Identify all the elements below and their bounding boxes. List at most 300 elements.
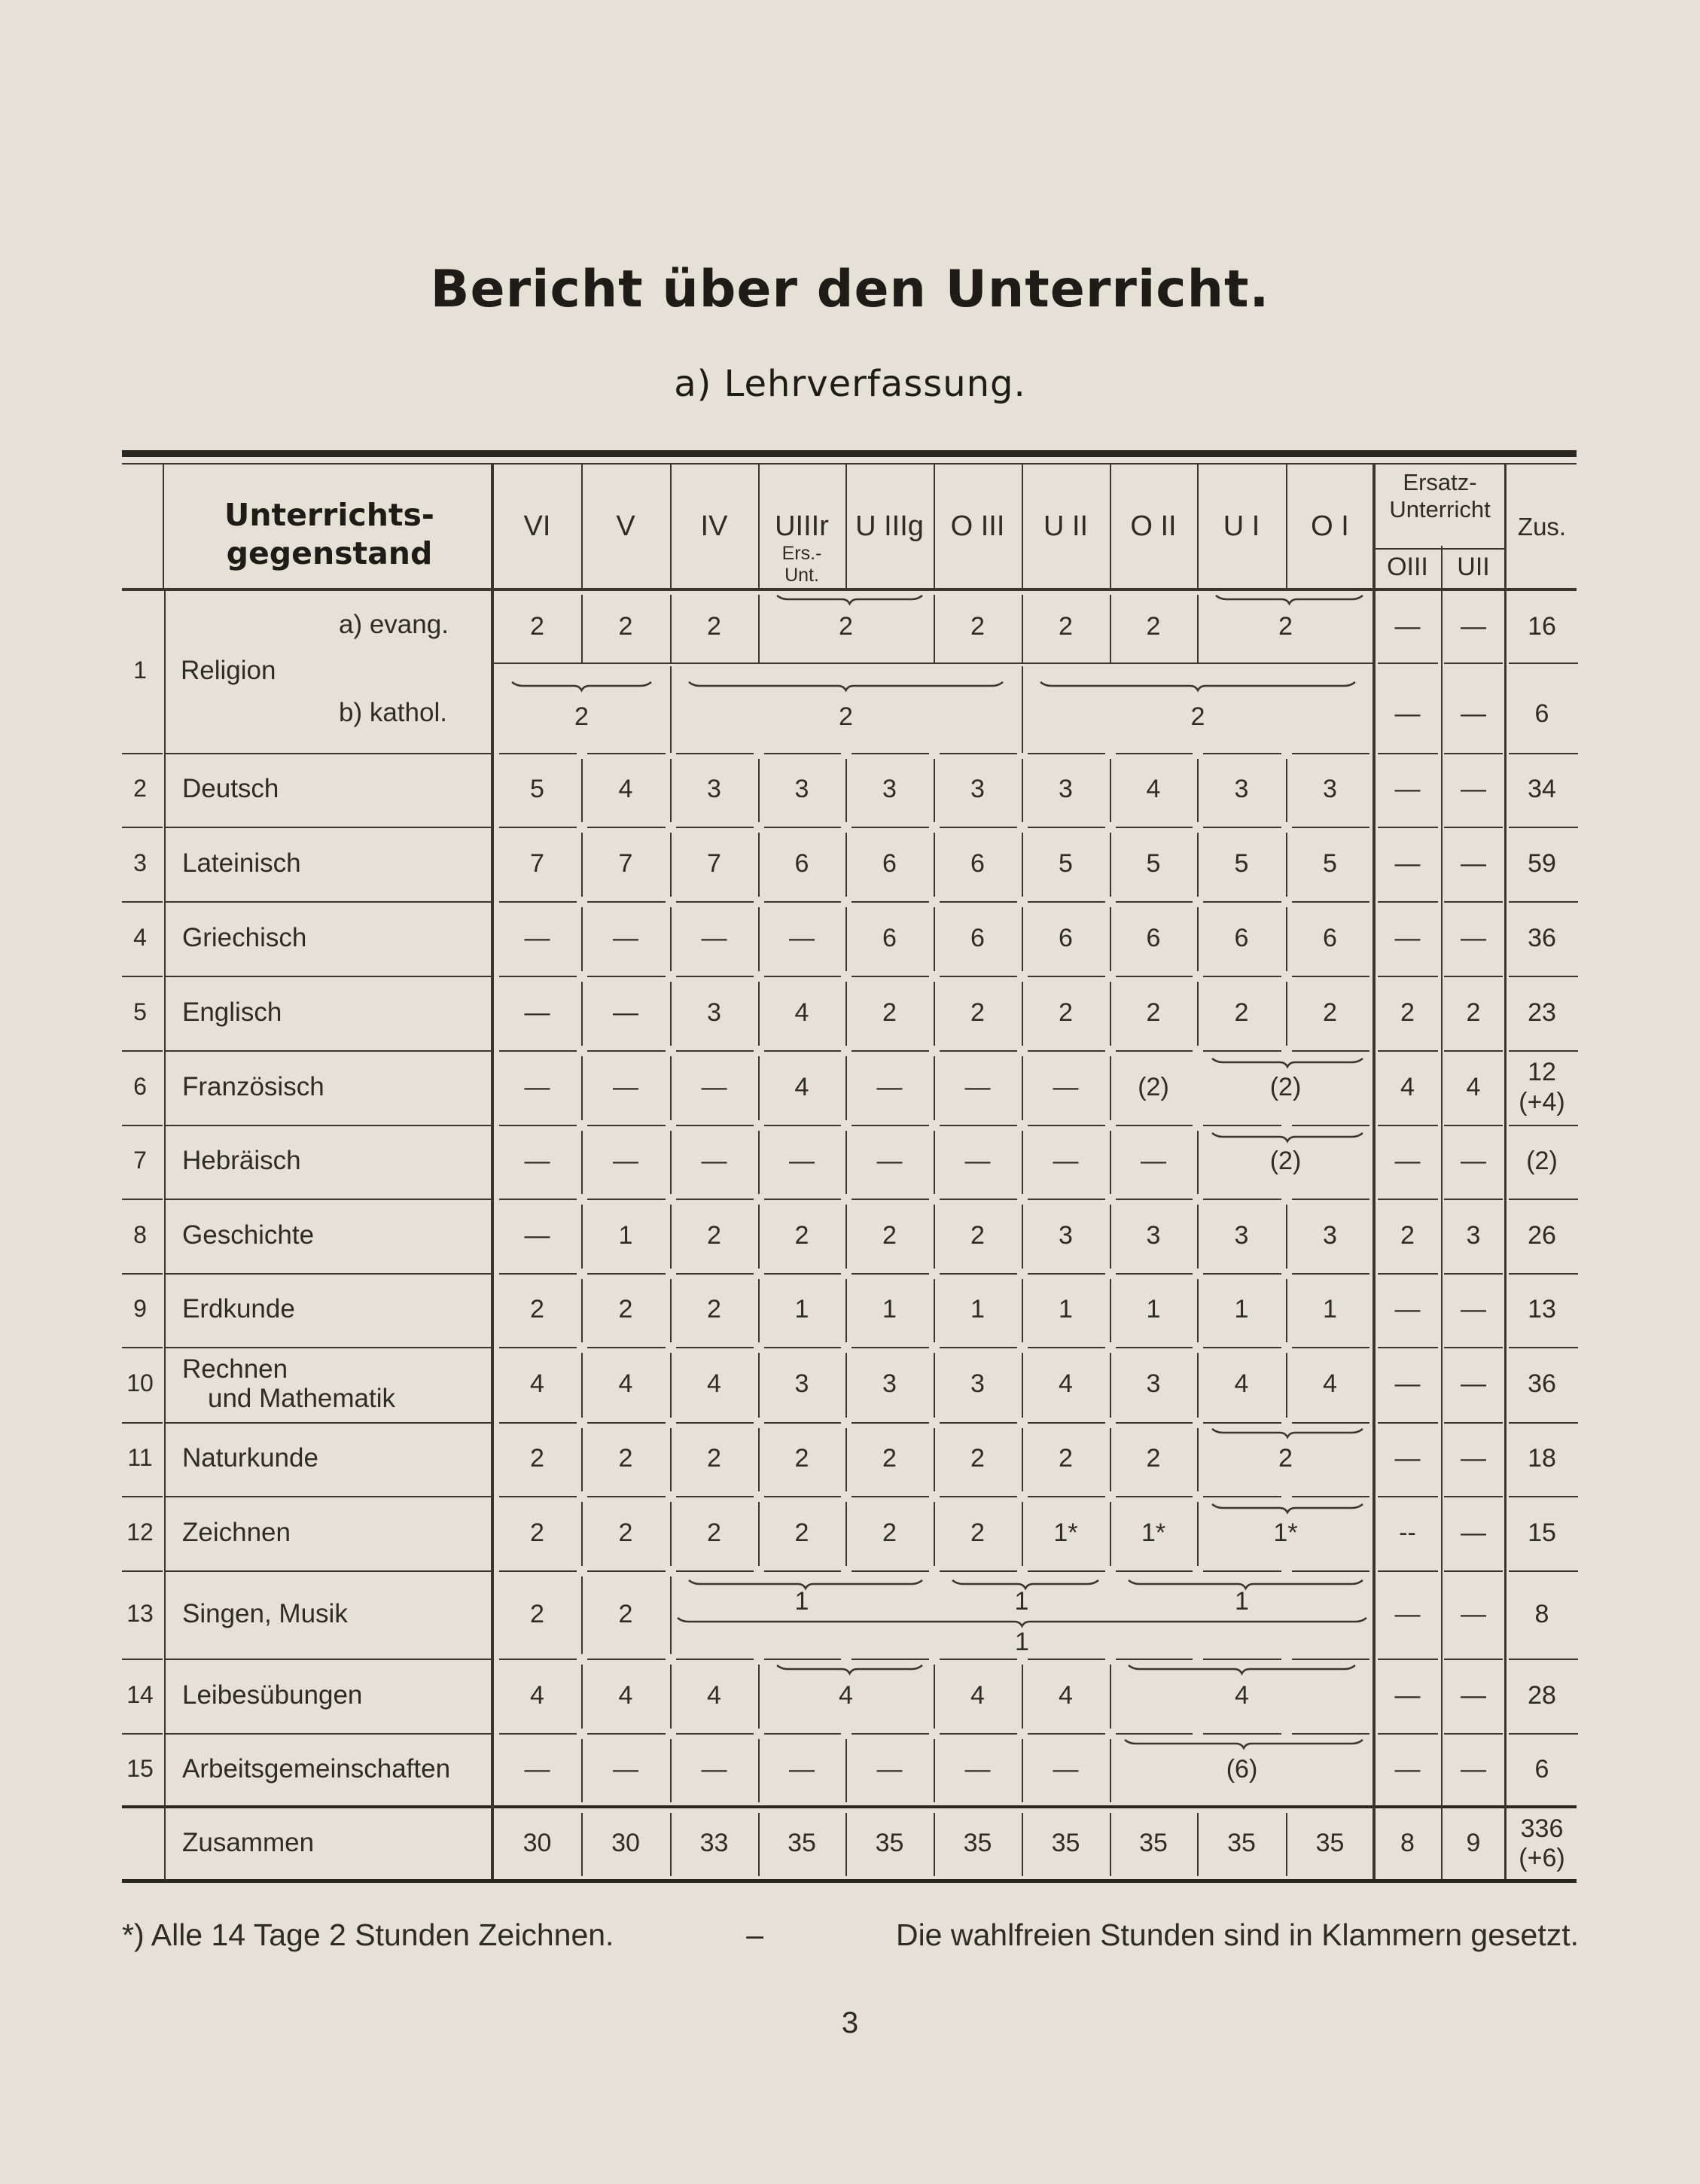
table-cell: 6	[882, 923, 897, 952]
summary-cell: 35	[875, 1829, 904, 1858]
table-cell: 3	[970, 775, 985, 804]
table-cell: —	[1053, 1147, 1079, 1176]
row-divider	[1292, 1570, 1369, 1572]
religion-evang-cell: 2	[1146, 611, 1161, 641]
table-cell: 2	[970, 1518, 985, 1547]
table-cell: 5	[1323, 848, 1337, 878]
table-cell: 2	[882, 1444, 897, 1473]
row-divider	[122, 1199, 163, 1200]
ersatz-cell: —	[1394, 923, 1421, 952]
cell-vline	[934, 1279, 935, 1342]
table-cell: —	[524, 923, 550, 952]
table-cell: —	[524, 1072, 550, 1101]
table-cell: —	[613, 1147, 638, 1176]
table-cell: 2	[1146, 1444, 1161, 1473]
row-divider	[166, 901, 491, 903]
cell-vline	[1286, 1279, 1287, 1342]
religion-kathol-brace	[689, 681, 1003, 692]
summary-cell: 35	[1139, 1829, 1168, 1858]
religion-evang-cell: 2	[618, 611, 633, 641]
row-number: 1	[133, 656, 147, 684]
cell-vline	[845, 982, 847, 1046]
row-number: 12	[126, 1518, 154, 1546]
total-cell: 18	[1528, 1444, 1556, 1473]
row-divider	[122, 1570, 163, 1572]
row-divider	[166, 1273, 491, 1275]
row-divider	[764, 1570, 841, 1572]
table-cell: 3	[1323, 775, 1337, 804]
cell-vline	[934, 1205, 935, 1269]
row-label-arbeitsgemeinschaften: Arbeitsgemeinschaften	[182, 1754, 451, 1783]
ersatz-cell: —	[1394, 699, 1421, 728]
page-subtitle: a) Lehrverfassung.	[674, 363, 1026, 405]
class-header-uiiig: U IIIg	[855, 510, 924, 543]
cell-vline	[758, 1813, 760, 1876]
cell-vline	[758, 1428, 760, 1491]
row-number: 7	[133, 1147, 147, 1174]
row-divider	[166, 1733, 491, 1735]
cell-vline	[845, 1131, 847, 1194]
table-cell: 4	[839, 1680, 853, 1710]
cell-vline	[1197, 1279, 1199, 1342]
table-cell: —	[701, 923, 727, 952]
row-divider	[166, 976, 491, 977]
table-cell: 1	[1059, 1295, 1073, 1324]
ersatz-cell: —	[1461, 699, 1486, 728]
ersatz-cell: —	[1461, 1755, 1486, 1784]
summary-cell: 35	[1315, 1829, 1345, 1858]
ersatz-header-line1: Ersatz-	[1403, 469, 1477, 496]
table-cell: 6	[970, 923, 985, 952]
row-divider	[166, 1199, 491, 1200]
row-label-singen-musik: Singen, Musik	[182, 1598, 348, 1628]
table-cell: 2	[707, 1295, 721, 1324]
class-header-uii: U II	[1043, 510, 1089, 543]
ersatz-cell: —	[1461, 611, 1486, 641]
cell-vline	[934, 1353, 935, 1418]
cell-vline	[1197, 982, 1199, 1046]
cell-vline	[934, 907, 935, 971]
table-cell: 2	[618, 1444, 633, 1473]
row-divider	[166, 1422, 491, 1424]
ersatz-uii-header: UII	[1457, 552, 1490, 581]
row-divider	[166, 1496, 491, 1497]
header-bottom-rule	[122, 588, 1577, 591]
singen-combined-cell: 1	[1015, 1627, 1029, 1656]
table-cell: 4	[1059, 1680, 1073, 1710]
table-cell: 2	[970, 998, 985, 1027]
row-number: 10	[126, 1369, 154, 1397]
table-cell: —	[613, 923, 638, 952]
row-divider	[122, 827, 163, 828]
table-cell: —	[613, 998, 638, 1027]
summary-cell: 30	[522, 1829, 552, 1858]
merged-brace	[1212, 1058, 1363, 1068]
cell-vline	[1022, 1056, 1023, 1120]
cell-vline	[581, 759, 583, 822]
row-divider	[1378, 663, 1438, 664]
ersatz-cell: —	[1394, 1444, 1421, 1473]
table-cell: 1	[794, 1295, 809, 1324]
table-cell: 5	[1146, 848, 1161, 878]
cell-vline	[758, 1131, 760, 1194]
row-label-franzoesisch: Französisch	[182, 1071, 324, 1101]
ersatz-oiii-header: OIII	[1387, 552, 1428, 581]
table-cell: 1*	[1141, 1518, 1166, 1547]
cell-vline	[845, 1739, 847, 1802]
class-header-oiii: O III	[950, 510, 1005, 543]
cell-vline	[670, 1279, 672, 1342]
cell-vline	[581, 982, 583, 1046]
table-cell: 2	[530, 1599, 544, 1628]
row-divider	[166, 1570, 491, 1572]
cell-vline	[1197, 1353, 1199, 1418]
table-cell: —	[524, 1220, 550, 1250]
ersatz-cell: 2	[1400, 998, 1415, 1027]
table-bottom-rule	[122, 1879, 1577, 1883]
total-cell: 36	[1528, 1369, 1556, 1399]
table-cell: 6	[1059, 923, 1073, 952]
ersatz-cell: 4	[1466, 1072, 1481, 1101]
table-cell: 2	[1059, 1444, 1073, 1473]
table-cell: 2	[882, 1220, 897, 1250]
table-cell: 1	[1146, 1295, 1161, 1324]
total-cell: 6	[1534, 699, 1549, 728]
merged-cell: 2	[1278, 1444, 1293, 1473]
table-cell: 4	[530, 1680, 544, 1710]
cell-vline	[1022, 1739, 1023, 1802]
table-cell: 3	[794, 1369, 809, 1399]
merged-brace	[1212, 1132, 1363, 1143]
table-cell: 3	[970, 1369, 985, 1399]
table-cell: —	[789, 1755, 815, 1784]
total-cell: 59	[1528, 848, 1556, 878]
cell-vline	[1110, 1056, 1111, 1120]
cell-vline	[1286, 1205, 1287, 1269]
cell-vline	[581, 1428, 583, 1491]
ersatz-cell: —	[1461, 1295, 1486, 1324]
row-number: 8	[133, 1220, 147, 1248]
ersatz-cell: —	[1461, 775, 1486, 804]
table-cell: —	[876, 1147, 903, 1176]
total-cell: (2)	[1526, 1147, 1558, 1176]
total-cell	[1506, 1050, 1578, 1125]
table-cell: 2	[707, 1518, 721, 1547]
cell-vline	[845, 1353, 847, 1418]
cell-vline	[1022, 1353, 1023, 1418]
cell-vline	[758, 1279, 760, 1342]
table-cell: 4	[1234, 1369, 1249, 1399]
cell-vline	[670, 1739, 672, 1802]
cell-vline	[670, 1056, 672, 1120]
row-divider	[122, 1422, 163, 1424]
summary-total-cell-line1: 336	[1520, 1814, 1564, 1843]
row-label-deutsch: Deutsch	[182, 774, 279, 803]
leibes-brace	[1129, 1665, 1355, 1675]
cell-vline	[1110, 907, 1111, 971]
table-cell: 4	[794, 1072, 809, 1101]
row-number: 6	[133, 1072, 147, 1100]
cell-vline	[758, 759, 760, 822]
table-cell: 6	[970, 848, 985, 878]
summary-cell: 35	[1051, 1829, 1080, 1858]
table-cell: 2	[794, 1220, 809, 1250]
cell-vline	[1110, 1813, 1111, 1876]
row-divider	[166, 827, 491, 828]
table-cell: 2	[882, 1518, 897, 1547]
row-divider	[1028, 1570, 1105, 1572]
cell-vline	[1286, 1353, 1287, 1418]
cell-vline	[581, 1576, 583, 1654]
table-cell: 2	[618, 1295, 633, 1324]
header-top-rule	[122, 463, 1577, 465]
religion-evang-cell: 2	[1278, 611, 1293, 641]
merged-brace	[1125, 1739, 1363, 1750]
table-cell: —	[701, 1147, 727, 1176]
table-cell: —	[964, 1147, 991, 1176]
cell-vline	[1197, 1205, 1199, 1269]
merged-brace	[1212, 1503, 1363, 1514]
cell-vline	[670, 1353, 672, 1418]
cell-vline	[670, 833, 672, 897]
row-divider	[122, 976, 163, 977]
row-label-hebraeisch: Hebräisch	[182, 1146, 301, 1175]
cell-vline	[1110, 833, 1111, 897]
table-cell: 2	[1146, 998, 1161, 1027]
table-cell: —	[701, 1755, 727, 1784]
label-vline	[164, 589, 166, 1881]
cell-vline	[1197, 759, 1199, 822]
row-label-zeichnen: Zeichnen	[182, 1517, 291, 1547]
row-divider	[122, 1347, 163, 1348]
total-cell: 13	[1528, 1295, 1556, 1324]
row-number: 13	[126, 1599, 154, 1627]
table-cell: 5	[1234, 848, 1249, 878]
cell-vline	[758, 1056, 760, 1120]
summary-total-cell	[1506, 1808, 1578, 1879]
ersatz-cell: —	[1394, 1755, 1421, 1784]
religion-evang-cell: 2	[970, 611, 985, 641]
table-cell: 7	[707, 848, 721, 878]
cell-vline	[758, 833, 760, 897]
summary-total-cell-line2: (+6)	[1519, 1844, 1565, 1872]
table-cell: 2	[1234, 998, 1249, 1027]
table-cell: 4	[1146, 775, 1161, 804]
ersatz-cell: --	[1399, 1518, 1416, 1547]
ersatz-header-line2: Unterricht	[1389, 496, 1491, 522]
table-cell: 3	[1146, 1220, 1161, 1250]
class-header-v: V	[616, 510, 635, 543]
religion-kathol-cell: 2	[839, 702, 853, 731]
leibes-brace	[777, 1665, 922, 1675]
table-cell: 6	[1146, 923, 1161, 952]
total-cell: 15	[1528, 1518, 1556, 1547]
row-divider	[122, 1496, 163, 1497]
religion-evang-cell: 2	[1059, 611, 1073, 641]
row-divider	[166, 1050, 491, 1052]
row-label-leibesuebungen: Leibesübungen	[182, 1680, 363, 1710]
cell-vline	[1286, 759, 1287, 822]
row-divider	[122, 1733, 163, 1735]
cell-vline	[1197, 833, 1199, 897]
row-number: 2	[133, 775, 147, 802]
cell-vline	[1022, 833, 1023, 897]
cell-vline	[1110, 1353, 1111, 1418]
header-vline	[163, 463, 164, 589]
cell-vline	[1110, 1428, 1111, 1491]
table-cell: 2	[970, 1220, 985, 1250]
ersatz-cell: —	[1394, 848, 1421, 878]
cell-vline	[1286, 982, 1287, 1046]
cell-vline	[1110, 982, 1111, 1046]
ersatz-cell: 3	[1466, 1220, 1481, 1250]
total-cell-line1: 12	[1528, 1058, 1556, 1087]
cell-vline	[758, 1502, 760, 1566]
table-cell: 5	[530, 775, 544, 804]
table-cell: —	[1053, 1755, 1079, 1784]
cell-vline	[934, 982, 935, 1046]
summary-cell: 35	[788, 1829, 816, 1858]
row-label-lateinisch: Lateinisch	[182, 848, 301, 878]
table-cell: —	[613, 1755, 638, 1784]
row-divider	[166, 1125, 491, 1126]
ersatz-cell: 2	[1466, 998, 1481, 1027]
summary-ersatz-cell: 9	[1466, 1829, 1481, 1858]
cell-vline	[581, 1502, 583, 1566]
cell-vline	[845, 907, 847, 971]
cell-vline	[581, 1813, 583, 1876]
cell-vline	[934, 1813, 935, 1876]
table-cell: 2	[618, 1599, 633, 1628]
summary-cell: 33	[699, 1829, 729, 1858]
ersatz-cell: —	[1461, 1680, 1486, 1710]
table-cell: —	[964, 1755, 991, 1784]
cell-vline	[758, 1739, 760, 1802]
cell-vline	[845, 1428, 847, 1491]
total-cell: 36	[1528, 923, 1556, 952]
cell-vline	[934, 1131, 935, 1194]
table-cell: 1	[970, 1295, 985, 1324]
table-cell: 2	[530, 1518, 544, 1547]
summary-label: Zusammen	[182, 1828, 315, 1857]
table-cell: 2	[530, 1295, 544, 1324]
page-title: Bericht über den Unterricht.	[430, 260, 1270, 319]
table-cell: 3	[1059, 1220, 1073, 1250]
row-divider	[122, 901, 163, 903]
cell-vline	[845, 1279, 847, 1342]
singen-group-cell: 1	[1235, 1587, 1249, 1616]
subject-column-header	[166, 478, 493, 591]
table-cell: —	[876, 1755, 903, 1784]
row-label-englisch: Englisch	[182, 997, 282, 1027]
cell-vline	[934, 1502, 935, 1566]
cell-vline	[1022, 759, 1023, 822]
class-header-uiiir: UIIIr	[775, 510, 829, 543]
table-cell: (2)	[1138, 1072, 1169, 1101]
table-cell: —	[1053, 1072, 1079, 1101]
table-cell: 2	[707, 1220, 721, 1250]
religion-sub-a: a) evang.	[339, 610, 449, 639]
table-cell: 2	[530, 1444, 544, 1473]
ersatz-cell: —	[1394, 1680, 1421, 1710]
table-cell: 4	[970, 1680, 985, 1710]
table-cell: 1	[1323, 1295, 1337, 1324]
table-cell: 1*	[1053, 1518, 1078, 1547]
row-label-geschichte: Geschichte	[182, 1220, 315, 1250]
row-number: 11	[127, 1444, 153, 1471]
religion-sub-b: b) kathol.	[339, 698, 447, 727]
row-divider	[122, 1659, 163, 1660]
table-cell: 2	[707, 1444, 721, 1473]
table-cell: 6	[1323, 923, 1337, 952]
table-cell: 4	[530, 1369, 544, 1399]
ersatz-cell: 2	[1400, 1220, 1415, 1250]
religion-evang-cell: 2	[530, 611, 544, 641]
uiiir-note-line1: Ers.-	[781, 543, 822, 565]
table-cell: 6	[1234, 923, 1249, 952]
total-cell: 6	[1534, 1755, 1549, 1784]
table-cell: 6	[882, 848, 897, 878]
cell-vline	[670, 1205, 672, 1269]
cell-vline	[758, 1205, 760, 1269]
total-cell-line2: (+4)	[1519, 1087, 1565, 1116]
class-header-oi: O I	[1311, 510, 1349, 543]
table-cell: 2	[794, 1444, 809, 1473]
cell-vline	[1197, 907, 1199, 971]
row-divider	[166, 753, 491, 754]
class-header-ui: U I	[1223, 510, 1260, 543]
table-cell: —	[789, 1147, 815, 1176]
cell-vline	[934, 833, 935, 897]
row-label-rechnen	[182, 1354, 395, 1413]
table-cell: 4	[618, 1369, 633, 1399]
religion-evang-brace	[1216, 595, 1363, 605]
summary-cell: 30	[611, 1829, 640, 1858]
table-cell: 1	[882, 1295, 897, 1324]
cell-vline	[934, 1739, 935, 1802]
ersatz-cell: —	[1461, 1599, 1486, 1628]
cell-vline	[1022, 1502, 1023, 1566]
religion-evang-cell: 2	[839, 611, 853, 641]
cell-vline	[758, 982, 760, 1046]
row-label-line1: Rechnen	[182, 1354, 288, 1384]
footnote-right: Die wahlfreien Stunden sind in Klammern gesetzt.	[895, 1917, 1579, 1952]
religion-mid-rule	[494, 663, 1372, 664]
cell-vline	[1286, 1813, 1287, 1876]
cell-vline	[1022, 1279, 1023, 1342]
total-header: Zus.	[1517, 513, 1567, 541]
table-cell: —	[524, 1755, 550, 1784]
row-divider	[122, 1273, 163, 1275]
cell-vline	[1022, 1813, 1023, 1876]
table-cell: 3	[707, 998, 721, 1027]
table-cell: 4	[707, 1680, 721, 1710]
table-top-rule	[122, 450, 1577, 457]
table-cell: 2	[882, 998, 897, 1027]
merged-cell: 1*	[1273, 1518, 1298, 1547]
ersatz-cell: —	[1394, 1295, 1421, 1324]
subject-header-line1: Unterrichts-	[224, 496, 434, 533]
row-label-erdkunde: Erdkunde	[182, 1294, 295, 1323]
cell-vline	[1286, 833, 1287, 897]
cell-vline	[845, 833, 847, 897]
religion-kathol-cell: 2	[1190, 702, 1205, 731]
cell-vline	[670, 1131, 672, 1194]
cell-vline	[1022, 1428, 1023, 1491]
row-divider	[1444, 663, 1503, 664]
row-label-religion: Religion	[181, 655, 276, 685]
cell-vline	[581, 1131, 583, 1194]
